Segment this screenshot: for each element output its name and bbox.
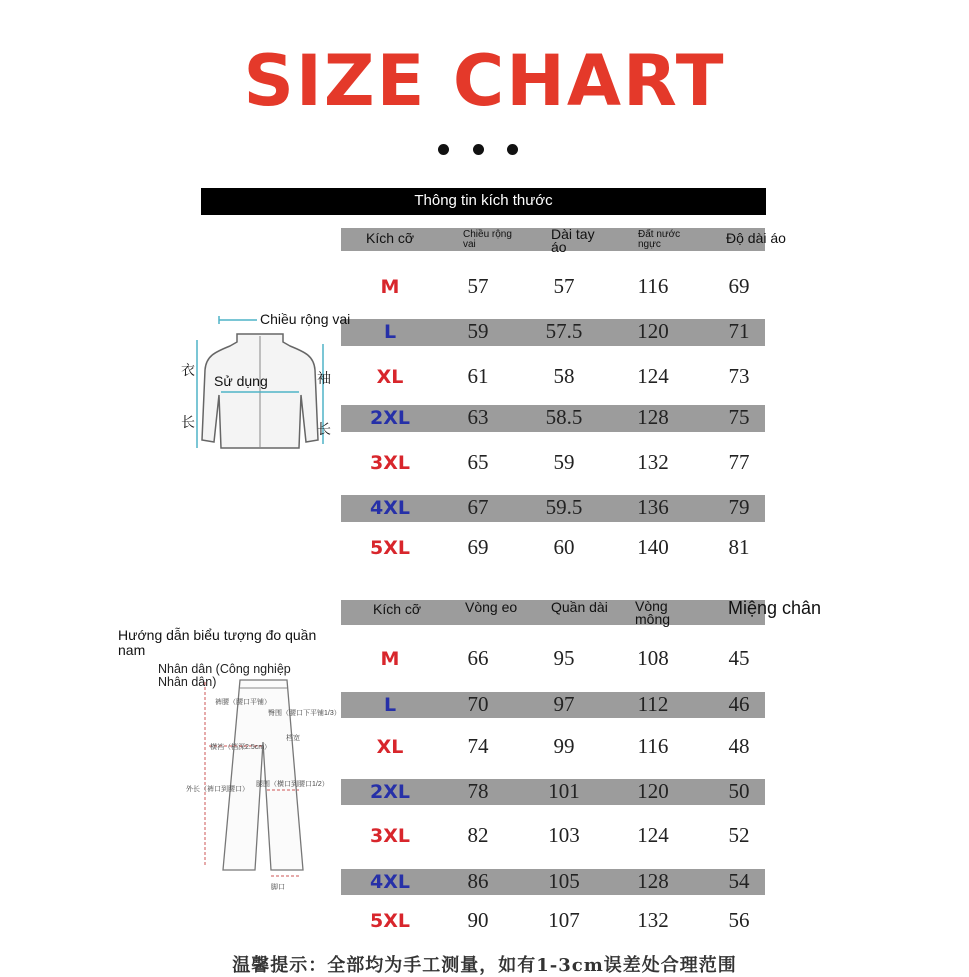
table-cell: 124 <box>637 823 669 847</box>
pants-guide-label: Hướng dẫn biểu tượng đo quần nam <box>118 627 317 658</box>
jacket-left-char-2: 长 <box>181 414 195 430</box>
table-cell: 52 <box>728 823 750 847</box>
table-cell: 81 <box>728 535 750 559</box>
table-cell: 112 <box>637 692 669 716</box>
dot-2 <box>473 144 484 155</box>
size-label: 2XL <box>370 781 410 803</box>
size-label: 4XL <box>370 871 410 893</box>
table-cell: 116 <box>637 734 669 758</box>
jacket-shoulder-label: Chiều rộng vai <box>260 311 351 327</box>
table-cell: 101 <box>548 779 580 803</box>
pants-label-waist: 裤腰（腰口平铺） <box>215 699 271 706</box>
table-cell: 63 <box>467 405 489 429</box>
pants-label-hip: 臀围（腰口下平铺1/3） <box>268 710 341 717</box>
jacket-left-char-1: 衣 <box>181 362 195 378</box>
table-cell: 59 <box>467 319 489 343</box>
table-cell: 86 <box>467 869 489 893</box>
jacket-right-char-1: 袖 <box>317 370 331 386</box>
table-cell: 60 <box>553 535 575 559</box>
size-label: 2XL <box>370 407 410 429</box>
table-cell: 108 <box>637 646 669 670</box>
table-cell: 105 <box>548 869 580 893</box>
size-label: M <box>380 276 400 298</box>
table-cell: 132 <box>637 450 669 474</box>
table-cell: 70 <box>467 692 489 716</box>
size-label: 3XL <box>370 825 410 847</box>
bottom-header-leg-opening: Miệng chân <box>728 598 822 618</box>
bottom-header-pants-length: Quần dài <box>551 599 608 615</box>
table-cell: 74 <box>467 734 489 758</box>
table-cell: 57 <box>553 274 575 298</box>
bottom-header-waist: Vòng eo <box>465 599 518 615</box>
top-header-chest: Đất nước ngực <box>638 229 681 250</box>
table-cell: 95 <box>553 646 575 670</box>
table-cell: 116 <box>637 274 669 298</box>
table-cell: 57.5 <box>545 319 583 343</box>
table-cell: 97 <box>553 692 575 716</box>
table-cell: 140 <box>637 535 669 559</box>
table-cell: 82 <box>467 823 489 847</box>
table-cell: 45 <box>728 646 750 670</box>
jacket-use-label: Sử dụng <box>214 373 268 389</box>
top-header-size: Kích cỡ <box>366 230 415 246</box>
table-cell: 136 <box>637 495 669 519</box>
table-cell: 67 <box>467 495 489 519</box>
size-label: L <box>383 694 397 716</box>
size-label: 5XL <box>370 537 410 559</box>
table-cell: 66 <box>467 646 489 670</box>
size-label: 5XL <box>370 910 410 932</box>
table-cell: 128 <box>637 405 669 429</box>
table-cell: 54 <box>728 869 750 893</box>
table-cell: 69 <box>467 535 489 559</box>
size-label: 4XL <box>370 497 410 519</box>
top-header-sleeve: Dài tay áo <box>551 226 595 255</box>
table-cell: 69 <box>728 274 750 298</box>
jacket-right-char-2: 长 <box>317 421 331 437</box>
table-cell: 73 <box>728 364 750 388</box>
bottom-header-size: Kích cỡ <box>373 601 422 617</box>
table-cell: 79 <box>728 495 750 519</box>
table-cell: 58 <box>553 364 575 388</box>
table-cell: 59 <box>553 450 575 474</box>
section-banner: Thông tin kích thước <box>201 188 766 215</box>
size-label: M <box>380 648 400 670</box>
size-label: XL <box>376 366 404 388</box>
table-cell: 132 <box>637 908 669 932</box>
table-cell: 59.5 <box>545 495 583 519</box>
table-cell: 50 <box>728 779 750 803</box>
size-label: 3XL <box>370 452 410 474</box>
pants-label-outseam: 外长（裤口到腰口） <box>186 786 249 793</box>
table-cell: 77 <box>728 450 750 474</box>
table-cell: 103 <box>548 823 580 847</box>
table-cell: 99 <box>553 734 575 758</box>
pants-label-thigh: 腿围（横口到腰口1/2） <box>256 781 329 788</box>
page-title: SIZE CHART <box>243 40 726 122</box>
table-cell: 58.5 <box>545 405 583 429</box>
pants-label-rise: 横裆（档深2.5cm） <box>210 744 272 751</box>
table-cell: 46 <box>728 692 750 716</box>
top-header-length: Độ dài áo <box>726 230 786 246</box>
footer-note: 温馨提示：全部均为手工测量，如有1-3cm误差处合理范围 <box>232 955 737 976</box>
pants-people-label: Nhân dân (Công nghiệp Nhân dân) <box>158 662 291 689</box>
pants-label-hem: 脚口 <box>271 884 285 891</box>
table-cell: 56 <box>728 908 750 932</box>
top-header-shoulder: Chiều rộng vai <box>463 229 512 250</box>
table-cell: 124 <box>637 364 669 388</box>
dot-3 <box>507 144 518 155</box>
table-cell: 120 <box>637 319 669 343</box>
bottom-header-hip: Vòng mông <box>635 598 671 627</box>
pants-label-crotch: 档宽 <box>286 735 300 742</box>
table-cell: 65 <box>467 450 489 474</box>
table-cell: 75 <box>728 405 750 429</box>
table-cell: 107 <box>548 908 580 932</box>
dot-1 <box>438 144 449 155</box>
table-cell: 57 <box>467 274 489 298</box>
size-label: L <box>383 321 397 343</box>
table-cell: 78 <box>467 779 489 803</box>
table-cell: 48 <box>728 734 750 758</box>
table-cell: 128 <box>637 869 669 893</box>
size-label: XL <box>376 736 404 758</box>
table-cell: 71 <box>728 319 750 343</box>
table-cell: 120 <box>637 779 669 803</box>
table-cell: 90 <box>467 908 489 932</box>
table-cell: 61 <box>467 364 489 388</box>
